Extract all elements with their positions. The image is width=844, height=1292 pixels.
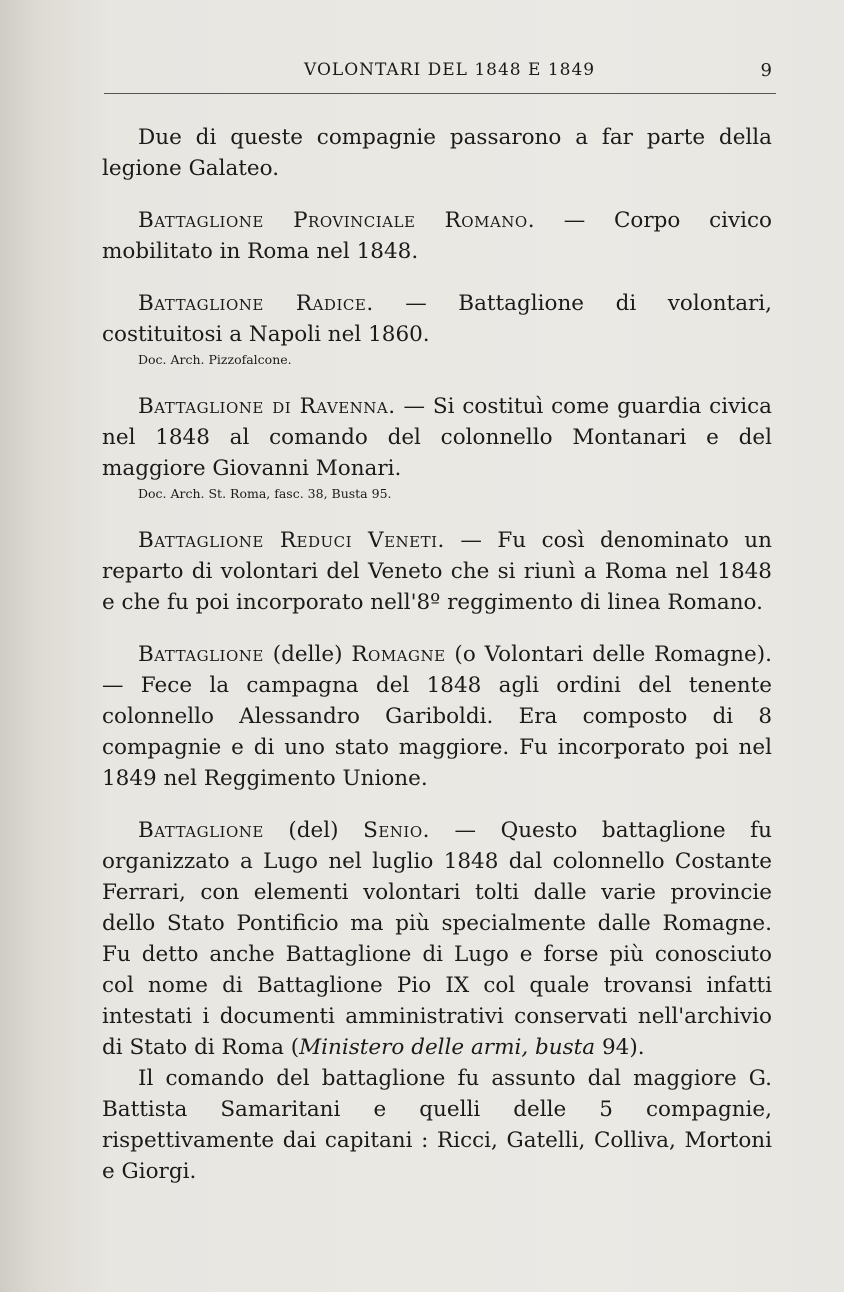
entry-heading: Senio. — [363, 818, 430, 843]
entry-text: — Battaglione di volontari, costituitosi a Napoli nel 1860. — [102, 291, 772, 347]
entry-text: — Questo battaglione fu organizzato a Lugo nel luglio 1848 dal colonnello Costante Ferrari, con elementi volontari tolti dalle varie provincie dello Stato Pontificio ma più specialmente dalle Romagne. Fu detto anche Battaglione di Lugo e forse più conosciuto col nome di Battaglione Pio IX col quale trovansi infatti intestati i documenti amministrativi conservati nell'archivio di Stato di Roma ( — [102, 818, 772, 1060]
entry-text: 94). — [595, 1035, 645, 1060]
entry-text: (del) — [263, 818, 364, 843]
entry-text: — Si costituì come guardia civica nel 1848 al comando del colonnello Montanari e del maggiore Giovanni Monari. — [102, 394, 772, 481]
entry-text: — Corpo civico mobilitato in Roma nel 1848. — [102, 208, 772, 264]
entry-romagne — [102, 639, 772, 794]
entry-heading: Battaglione Reduci Veneti. — [138, 528, 445, 553]
paragraph-galateo: Due di queste compagnie passarono a far parte della legione Galateo. — [102, 125, 772, 181]
doc-reference: Doc. Arch. Pizzofalcone. — [138, 352, 292, 367]
entry-heading: Romagne — [351, 642, 446, 667]
entry-heading: Battaglione di Ravenna. — [138, 394, 396, 419]
page-number: 9 — [760, 60, 772, 81]
entry-ravenna — [102, 391, 772, 484]
entry-senio — [102, 815, 772, 1063]
entry-reduci-veneti — [102, 525, 772, 618]
italic-reference: Ministero delle armi, busta — [299, 1035, 596, 1060]
entry-provinciale-romano — [102, 205, 772, 267]
entry-text: (o Volontari delle Romagne). — Fece la campagna del 1848 agli ordini del tenente colonnello Alessandro Gariboldi. Era composto di 8 compagnie e di uno stato maggiore. Fu incorporato poi nel 1849 nel Reggimento Unione. — [102, 642, 772, 791]
doc-reference: Doc. Arch. St. Roma, fasc. 38, Busta 95. — [138, 486, 392, 501]
entry-heading: Battaglione Radice. — [138, 291, 374, 316]
entry-heading: Battaglione — [138, 818, 264, 843]
page-header — [104, 58, 776, 90]
entry-radice — [102, 288, 772, 350]
entry-heading: Battaglione — [138, 642, 264, 667]
entry-text: (delle) — [263, 642, 352, 667]
header-rule — [104, 93, 776, 94]
running-title: VOLONTARI DEL 1848 E 1849 — [304, 60, 596, 80]
entry-text: — Fu così denominato un reparto di volontari del Veneto che si riunì a Roma nel 1848 e che fu poi incorporato nell'8º reggimento di linea Romano. — [102, 528, 772, 615]
entry-heading: Battaglione Provinciale Romano. — [138, 208, 536, 233]
body-text — [102, 122, 772, 1187]
paragraph-samaritani: Il comando del battaglione fu assunto dal maggiore G. Battista Samaritani e quelli delle 5 compagnie, rispettivamente dai capitani : Ricci, Gatelli, Colliva, Mortoni e Giorgi. — [102, 1066, 772, 1184]
